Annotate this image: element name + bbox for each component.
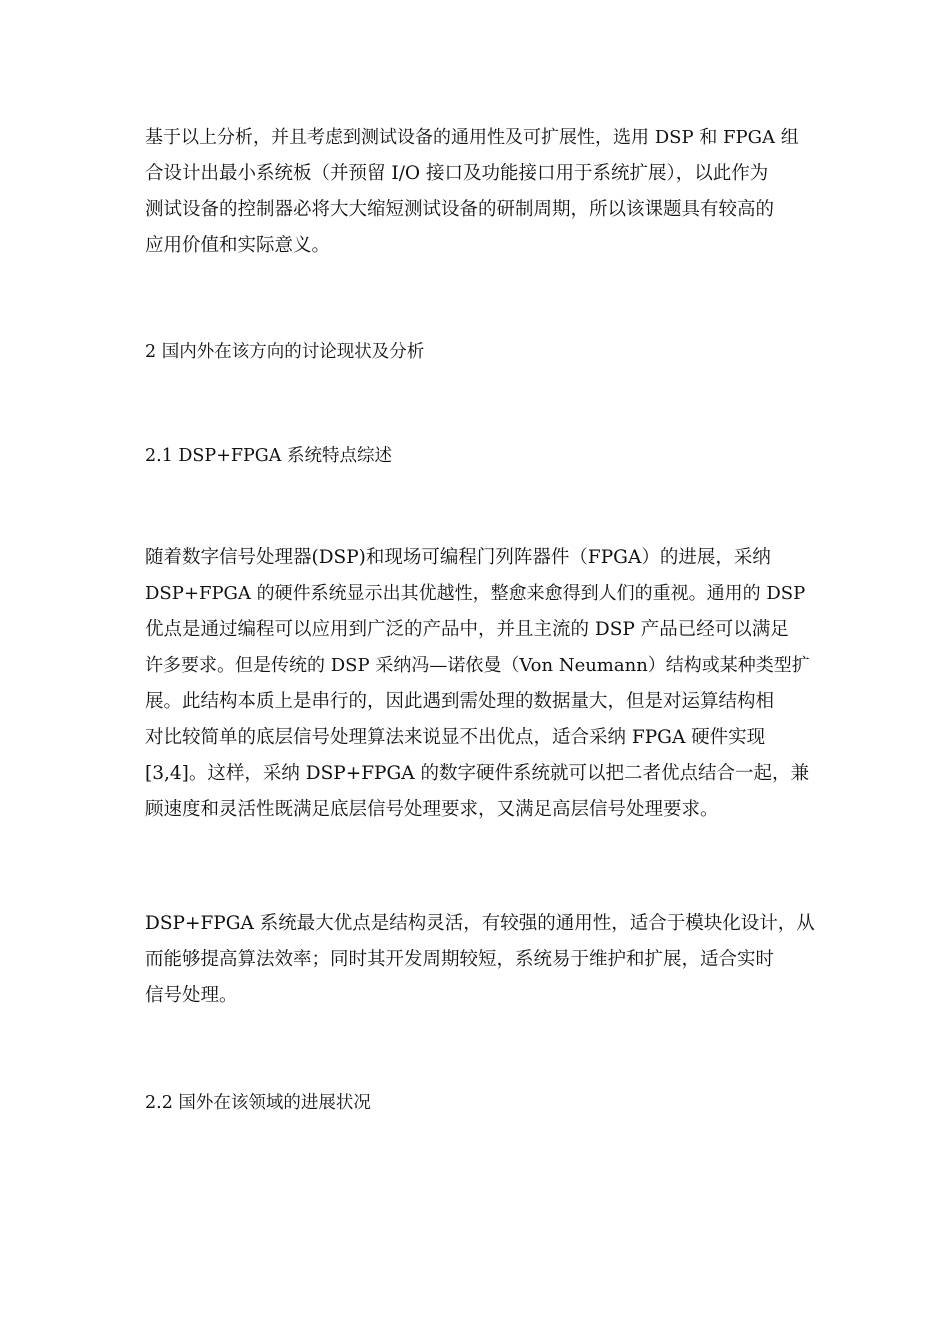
text-line: 应用价值和实际意义。 — [145, 235, 331, 256]
section-heading-2-1 — [145, 438, 815, 474]
text-line: 基于以上分析，并且考虑到测试设备的通用性及可扩展性，选用 DSP 和 FPGA 组 — [145, 127, 799, 148]
text-line: 信号处理。 — [145, 985, 238, 1006]
paragraph-dsp-fpga-features — [145, 540, 815, 828]
text-line: 随着数字信号处理器(DSP)和现场可编程门列阵器件（FPGA）的进展，采纳 — [145, 547, 771, 568]
section-heading-2-2 — [145, 1085, 815, 1121]
text-line: 对比较简单的底层信号处理算法来说显不出优点，适合采纳 FPGA 硬件实现 — [145, 727, 766, 748]
text-line: 展。此结构本质上是串行的，因此遇到需处理的数据量大，但是对运算结构相 — [145, 691, 775, 712]
text-line: DSP+FPGA 系统最大优点是结构灵活，有较强的通用性，适合于模块化设计，从 — [145, 913, 815, 934]
text-line: 测试设备的控制器必将大大缩短测试设备的研制周期，所以该课题具有较高的 — [145, 199, 775, 220]
text-line: DSP+FPGA 的硬件系统显示出其优越性，整愈来愈得到人们的重视。通用的 DSP — [145, 583, 806, 604]
paragraph-advantages — [145, 906, 815, 1014]
text-line: 而能够提高算法效率；同时其开发周期较短，系统易于维护和扩展，适合实时 — [145, 949, 775, 970]
text-line: [3,4]。这样，采纳 DSP+FPGA 的数字硬件系统就可以把二者优点结合一起，兼 — [145, 763, 809, 784]
text-line: 优点是通过编程可以应用到广泛的产品中，并且主流的 DSP 产品已经可以满足 — [145, 619, 789, 640]
text-line: 许多要求。但是传统的 DSP 采纳冯—诺依曼（Von Neumann）结构或某种类型扩 — [145, 655, 810, 676]
paragraph-intro — [145, 120, 815, 264]
text-line: 顾速度和灵活性既满足底层信号处理要求，又满足高层信号处理要求。 — [145, 799, 719, 820]
text-line: 合设计出最小系统板（并预留 I/O 接口及功能接口用于系统扩展），以此作为 — [145, 163, 769, 184]
section-heading-2 — [145, 334, 815, 370]
heading-text: 2.1 DSP+FPGA 系统特点综述 — [145, 446, 392, 466]
heading-text: 2 国内外在该方向的讨论现状及分析 — [145, 342, 425, 362]
heading-text: 2.2 国外在该领域的进展状况 — [145, 1093, 371, 1113]
